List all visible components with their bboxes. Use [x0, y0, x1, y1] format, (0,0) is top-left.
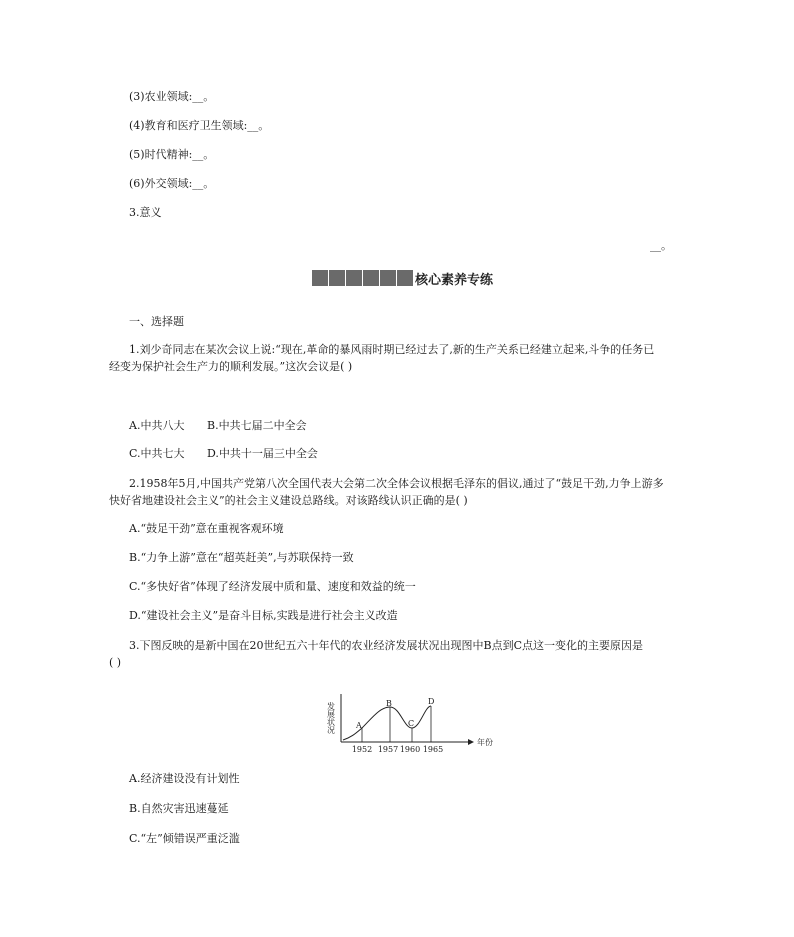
point-label-a: A	[356, 721, 362, 730]
section-header	[312, 269, 493, 287]
x-tick-1965: 1965	[422, 745, 444, 754]
x-tick-1957: 1957	[377, 745, 399, 754]
trailing-blank: __。	[650, 239, 672, 252]
chart-svg	[322, 690, 502, 756]
x-tick-1960: 1960	[399, 745, 421, 754]
decorative-block	[346, 270, 362, 286]
q2-option-c: C.“多快好省”体现了经济发展中质和量、速度和效益的统一	[129, 580, 416, 593]
decorative-block	[363, 270, 379, 286]
point-label-b: B	[386, 699, 392, 708]
line-agriculture: (3)农业领域:__。	[129, 90, 215, 103]
decorative-block	[329, 270, 345, 286]
x-tick-1952: 1952	[351, 745, 373, 754]
x-axis-label: 年份	[477, 738, 493, 747]
part-heading: 一、选择题	[129, 315, 184, 328]
line-education: (4)教育和医疗卫生领域:__。	[129, 119, 270, 132]
agriculture-chart	[322, 690, 502, 759]
q3-option-c: C.“左”倾错误严重泛滥	[129, 832, 240, 845]
q3-stem-line2: ( )	[109, 656, 122, 669]
q1-option-a: A.中共八大	[129, 419, 185, 432]
point-label-d: D	[428, 697, 435, 706]
q1-option-b: B.中共七届二中全会	[207, 419, 307, 432]
x-axis-arrow	[468, 739, 474, 745]
q2-stem-line2: 快好省地建设社会主义”的社会主义建设总路线。对该路线认识正确的是( )	[109, 494, 468, 507]
q3-option-a: A.经济建设没有计划性	[129, 772, 240, 785]
q1-stem-line1: 1.刘少奇同志在某次会议上说:“现在,革命的暴风雨时期已经过去了,新的生产关系已经建立起来,斗争的任务已	[129, 343, 655, 356]
q2-option-a: A.“鼓足干劲”意在重视客观环境	[129, 522, 284, 535]
y-axis-label: 发展状况	[326, 702, 336, 734]
q1-option-c: C.中共七大	[129, 447, 185, 460]
decorative-block	[397, 270, 413, 286]
q2-option-b: B.“力争上游”意在“超英赶美”,与苏联保持一致	[129, 551, 354, 564]
decorative-block	[312, 270, 328, 286]
q2-stem-line1: 2.1958年5月,中国共产党第八次全国代表大会第二次全体会议根据毛泽东的倡议,通过了“鼓足干劲,力争上游多	[129, 477, 664, 490]
line-significance: 3.意义	[129, 206, 162, 219]
q3-stem-line1: 3.下图反映的是新中国在20世纪五六十年代的农业经济发展状况出现图中B点到C点这一变化的主要原因是	[129, 639, 643, 652]
q2-option-d: D.“建设社会主义”是奋斗目标,实践是进行社会主义改造	[129, 609, 398, 622]
q3-option-b: B.自然灾害迅速蔓延	[129, 802, 229, 815]
point-label-c: C	[408, 719, 415, 728]
line-spirit: (5)时代精神:__。	[129, 148, 215, 161]
q1-option-d: D.中共十一届三中全会	[207, 447, 318, 460]
decorative-block	[380, 270, 396, 286]
line-diplomacy: (6)外交领域:__。	[129, 177, 215, 190]
section-title: 核心素养专练	[415, 272, 494, 288]
q1-stem-line2: 经变为保护社会生产力的顺利发展。”这次会议是( )	[109, 360, 353, 373]
